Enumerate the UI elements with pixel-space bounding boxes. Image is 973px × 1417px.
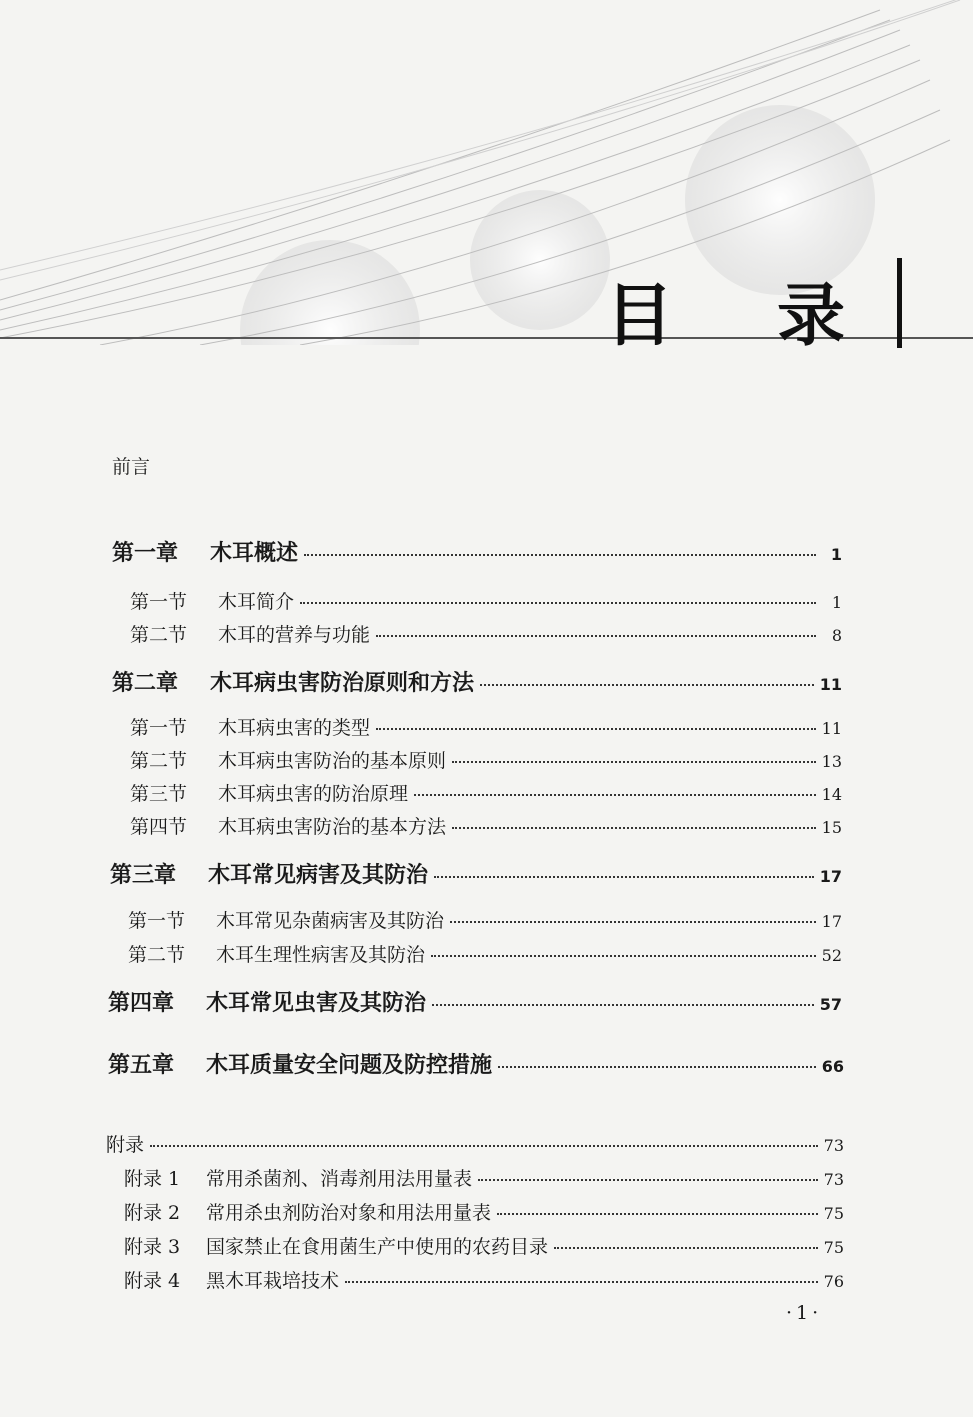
page-number: 1 [830,545,842,564]
page-number: 66 [821,1057,844,1076]
dot-leader [376,728,816,730]
section-number: 第四节 [130,816,188,838]
page-number: 73 [823,1136,844,1155]
appendix-item-title: 常用杀虫剂防治对象和用法用量表 [206,1202,492,1224]
page-number: 11 [821,719,842,738]
dot-leader [554,1247,818,1249]
appendix-number: 附录 2 [124,1202,181,1224]
dot-leader [480,684,814,686]
dot-leader [345,1281,818,1283]
chapter-title: 木耳病虫害防治原则和方法 [210,671,475,696]
section-title: 木耳病虫害的防治原理 [218,783,409,805]
dot-leader [432,1004,814,1006]
toc-section-2-3[interactable] [130,779,842,806]
chapter-title: 木耳常见病害及其防治 [208,863,429,888]
toc-section-1-2[interactable] [130,620,842,647]
title-bar [897,258,902,348]
section-title: 木耳的营养与功能 [218,624,371,646]
dot-leader [376,635,816,637]
toc-chapter-2[interactable] [112,666,842,697]
page-number: 1 [831,593,842,612]
page-number: 75 [823,1238,844,1257]
chapter-number: 第二章 [112,671,179,696]
section-number: 第二节 [128,944,186,966]
appendix-item-title: 常用杀菌剂、消毒剂用法用量表 [206,1168,473,1190]
page-number: 8 [831,626,842,645]
section-number: 第二节 [130,624,188,646]
toc-appendix-2[interactable] [124,1198,844,1225]
dot-leader [478,1179,818,1181]
appendix-number: 附录 3 [124,1236,181,1258]
chapter-number: 第一章 [112,541,179,566]
toc-appendix-4[interactable] [124,1266,844,1293]
chapter-title: 木耳概述 [210,541,299,566]
dot-leader [452,761,816,763]
section-title: 木耳常见杂菌病害及其防治 [216,910,445,932]
toc-chapter-3[interactable] [110,858,842,889]
appendix-number: 附录 4 [124,1270,181,1292]
page-title: 目 录 [605,276,885,356]
toc-section-3-1[interactable] [128,906,842,933]
page-number: 76 [823,1272,844,1291]
dot-leader [497,1213,818,1215]
section-number: 第一节 [130,591,188,613]
page-number: 75 [823,1204,844,1223]
section-title: 木耳生理性病害及其防治 [216,944,426,966]
page-number: 57 [819,995,842,1014]
appendix-item-title: 黑木耳栽培技术 [206,1270,340,1292]
page-folio: ·1· [786,1302,823,1324]
section-number: 第二节 [130,750,188,772]
chapter-number: 第四章 [108,991,175,1016]
chapter-number: 第三章 [110,863,177,888]
chapter-title: 木耳常见虫害及其防治 [206,991,427,1016]
section-number: 第一节 [130,717,188,739]
page-number: 15 [821,818,842,837]
toc-appendix-3[interactable] [124,1232,844,1259]
dot-leader [450,921,816,923]
dot-leader [304,554,816,556]
page-number: 14 [821,785,842,804]
toc-section-2-4[interactable] [130,812,842,839]
section-number: 第一节 [128,910,186,932]
toc-chapter-5[interactable] [108,1048,844,1079]
dot-leader [452,827,816,829]
dot-leader [414,794,816,796]
page-number: 17 [821,912,842,931]
toc-appendix-1[interactable] [124,1164,844,1191]
dot-leader [434,876,814,878]
page-number: 73 [823,1170,844,1189]
page-number: 52 [821,946,842,965]
appendix-number: 附录 1 [124,1168,181,1190]
section-title: 木耳简介 [218,591,295,613]
appendix-item-title: 国家禁止在食用菌生产中使用的农药目录 [206,1236,549,1258]
section-title: 木耳病虫害防治的基本方法 [218,816,447,838]
chapter-number: 第五章 [108,1053,175,1078]
toc-section-2-1[interactable] [130,713,842,740]
toc-chapter-1[interactable] [112,536,842,567]
dot-leader [431,955,816,957]
chapter-title: 木耳质量安全问题及防控措施 [206,1053,493,1078]
toc-chapter-4[interactable] [108,986,842,1017]
appendix-title: 附录 [106,1134,145,1156]
dot-leader [150,1145,818,1147]
toc-section-2-2[interactable] [130,746,842,773]
section-number: 第三节 [130,783,188,805]
page-number: 13 [821,752,842,771]
page-number: 17 [819,867,842,886]
toc-section-1-1[interactable] [130,587,842,614]
dot-leader [300,602,816,604]
section-title: 木耳病虫害防治的基本原则 [218,750,447,772]
toc-section-3-2[interactable] [128,940,842,967]
page-number: 11 [819,675,842,694]
preface-entry[interactable]: 前言 [112,456,151,478]
dot-leader [498,1066,816,1068]
toc-appendix[interactable] [106,1130,844,1157]
section-title: 木耳病虫害的类型 [218,717,371,739]
